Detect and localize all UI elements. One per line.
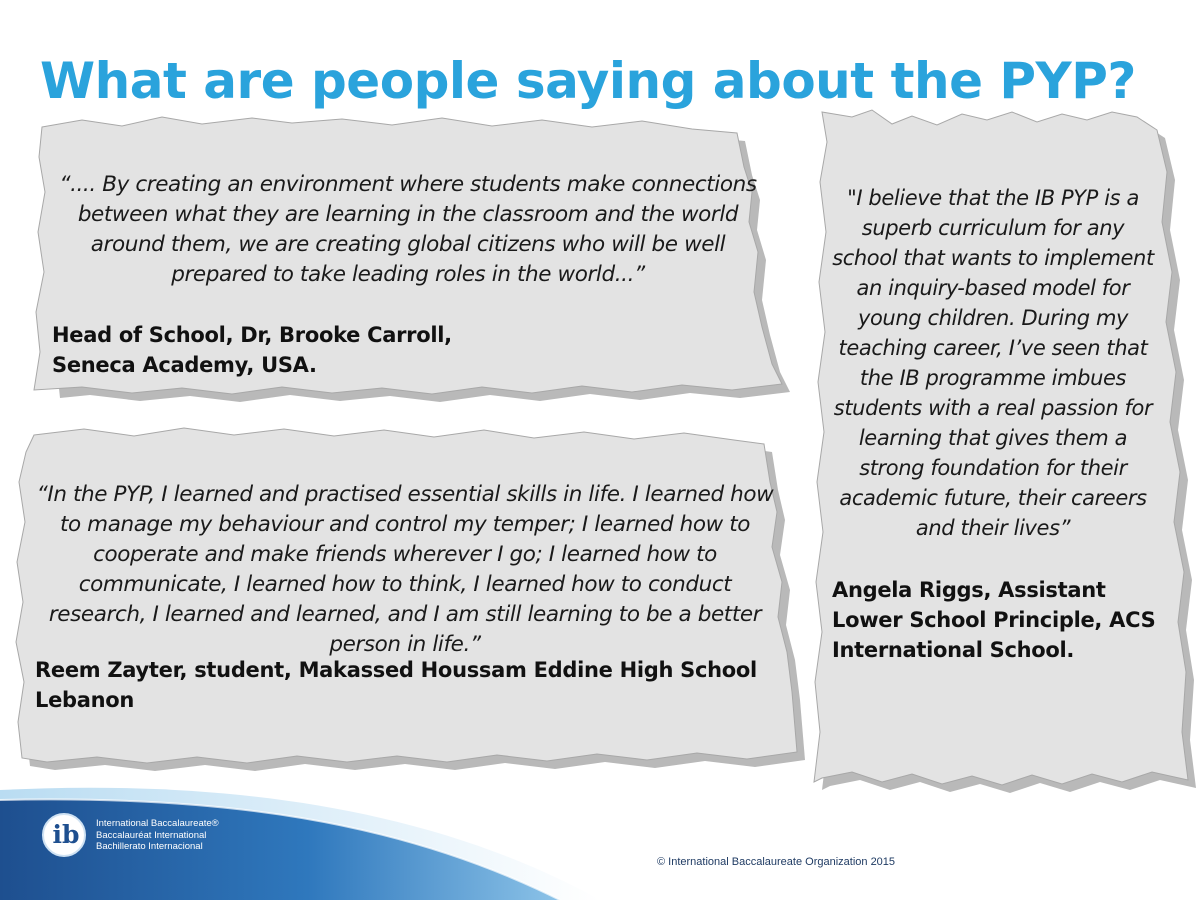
attribution-line: Head of School, Dr, Brooke Carroll,	[52, 323, 452, 347]
attribution-line: International School.	[832, 638, 1075, 662]
testimonial-1-attribution	[52, 320, 452, 380]
page-title: What are people saying about the PYP?	[40, 52, 1136, 110]
logo-name-line: International Baccalaureate®	[96, 818, 219, 829]
attribution-line: Seneca Academy, USA.	[52, 353, 317, 377]
ib-logo-mark: ib	[52, 820, 80, 849]
attribution-line: Lower School Principle, ACS	[832, 608, 1156, 632]
logo-name-line: Baccalauréat International	[96, 829, 207, 841]
attribution-line: Angela Riggs, Assistant	[832, 578, 1106, 602]
testimonial-2-quote: “In the PYP, I learned and practised essential skills in life. I learned how to manage my behaviour and control my temper; I learned how to cooperate and make friends wherever I go; I learned how to communicate, I learned how to think, I learned how to conduct research, I learned and learned, and I am still learning to be a better person in life.”	[36, 482, 774, 657]
ib-logo-names	[96, 818, 219, 853]
testimonial-2-attribution	[35, 655, 757, 715]
testimonial-3-attribution	[832, 575, 1155, 665]
logo-name-line: Bachillerato Internacional	[96, 841, 203, 852]
testimonial-1-quote: “.... By creating an environment where students make connections between what they are learning in the classroom and the world around them, we are creating global citizens who will be well prepared to take leading roles in the world...”	[59, 172, 757, 287]
testimonial-3-quote: "I believe that the IB PYP is a superb curriculum for any school that wants to implement an inquiry-based model for young children. During my teaching career, I’ve seen that the IB programme imbues students with a real passion for learning that gives them a strong foundation for their academic future, their careers and their lives”	[832, 186, 1154, 540]
ib-logo-icon	[42, 813, 86, 857]
attribution-line: Reem Zayter, student, Makassed Houssam Eddine High School	[35, 658, 757, 682]
attribution-line: Lebanon	[35, 688, 135, 712]
copyright-notice: © International Baccalaureate Organization 2015	[657, 856, 896, 868]
